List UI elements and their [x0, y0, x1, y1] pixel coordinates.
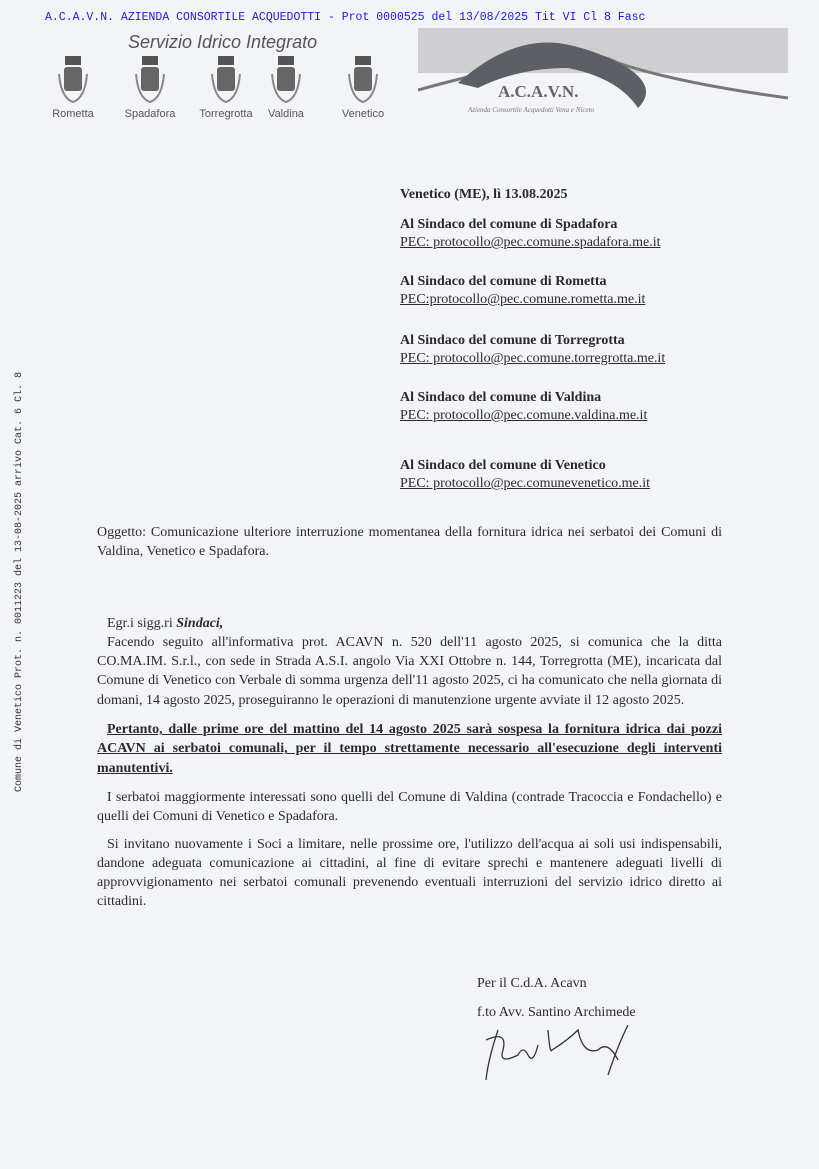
letter-body [97, 523, 722, 912]
recipient-pec[interactable]: PEC: protocollo@pec.comune.valdina.me.it [400, 408, 648, 423]
protocol-stamp: A.C.A.V.N. AZIENDA CONSORTILE ACQUEDOTTI - Prot 0000525 del 13/08/2025 Tit VI Cl 8 Fasc [45, 11, 646, 24]
recipient: Al Sindaco del comune di Torregrotta [400, 333, 625, 348]
crest-icon [206, 54, 246, 104]
acavn-logo: A.C.A.V.N. Azienda Consortile Acquedotti Vena e Niceto [418, 28, 788, 118]
place-date: Venetico (ME), lì 13.08.2025 [400, 187, 568, 202]
recipient-pec[interactable]: PEC: protocollo@pec.comunevenetico.me.it [400, 476, 651, 491]
subject: Oggetto: Comunicazione ulteriore interruzione momentanea della fornitura idrica nei serbatoi dei Comuni di Valdina, Venetico e Spadafora. [97, 525, 722, 560]
recipient: Al Sindaco del comune di Venetico [400, 458, 606, 473]
recipient-pec[interactable]: PEC: protocollo@pec.comune.spadafora.me.it [400, 235, 661, 250]
paragraph-4: Si invitano nuovamente i Soci a limitare, nelle prossime ore, l'utilizzo dell'acqua ai soli usi indispensabili, dandone adeguata comunicazione ai cittadini, al fine di evitare sprechi e mantenere adeguati livelli di approvvigionamento nei serbatoi comunali prevenendo eventuali interruzioni del servizio idrico diretto ai cittadini. [97, 836, 722, 910]
crest-icon [266, 54, 306, 104]
crest-spadafora: Spadafora [120, 54, 180, 120]
crest-torregrotta: Torregrotta [196, 54, 256, 120]
service-title: Servizio Idrico Integrato [128, 32, 318, 52]
crest-icon [53, 54, 93, 104]
paragraph-3: I serbatoi maggiormente interessati sono quelli del Comune di Valdina (contrade Tracoccia e Fondachello) e quelli dei Comuni di Venetico e Spadafora. [97, 789, 722, 825]
crest-venetico: Venetico [333, 54, 393, 120]
recipient: Al Sindaco del comune di Rometta [400, 274, 607, 289]
side-protocol-stamp: Comune di Venetico Prot. n. 0011223 del 13-08-2025 arrivo Cat. 6 Cl. 8 [14, 371, 25, 792]
recipient-pec[interactable]: PEC: protocollo@pec.comune.torregrotta.me.it [400, 351, 666, 366]
recipient: Al Sindaco del comune di Valdina [400, 390, 602, 405]
wave-logo-icon [418, 28, 788, 118]
recipient-pec[interactable]: PEC:protocollo@pec.comune.rometta.me.it [400, 292, 646, 307]
handwritten-signature [478, 1025, 638, 1090]
greeting: Egr.i sigg.ri Sindaci, [107, 615, 224, 631]
crest-valdina: Valdina [256, 54, 316, 120]
crest-rometta: Rometta [43, 54, 103, 120]
signature-line-2: f.to Avv. Santino Archimede [477, 1005, 636, 1020]
signature-line-1: Per il C.d.A. Acavn [477, 976, 587, 991]
crest-icon [130, 54, 170, 104]
paragraph-2-notice: Pertanto, dalle prime ore del mattino del 14 agosto 2025 sarà sospesa la fornitura idrica dai pozzi ACAVN ai serbatoi comunali, per il tempo strettamente necessario all'esecuzione degli interventi manutentivi. [97, 722, 722, 776]
crest-icon [343, 54, 383, 104]
recipient: Al Sindaco del comune di Spadafora [400, 217, 618, 232]
paragraph-1: Facendo seguito all'informativa prot. ACAVN n. 520 dell'11 agosto 2025, si comunica che la ditta CO.MA.IM. S.r.l., con sede in Strada A.S.I. angolo Via XXI Ottobre n. 144, Torregrotta (ME), incaricata dal Comune di Venetico con Verbale di somma urgenza dell'11 agosto 2025, ci ha comunicato che nella giornata di domani, 14 agosto 2025, proseguiranno le operazioni di manutenzione urgente avviate il 12 agosto 2025. [97, 634, 722, 708]
